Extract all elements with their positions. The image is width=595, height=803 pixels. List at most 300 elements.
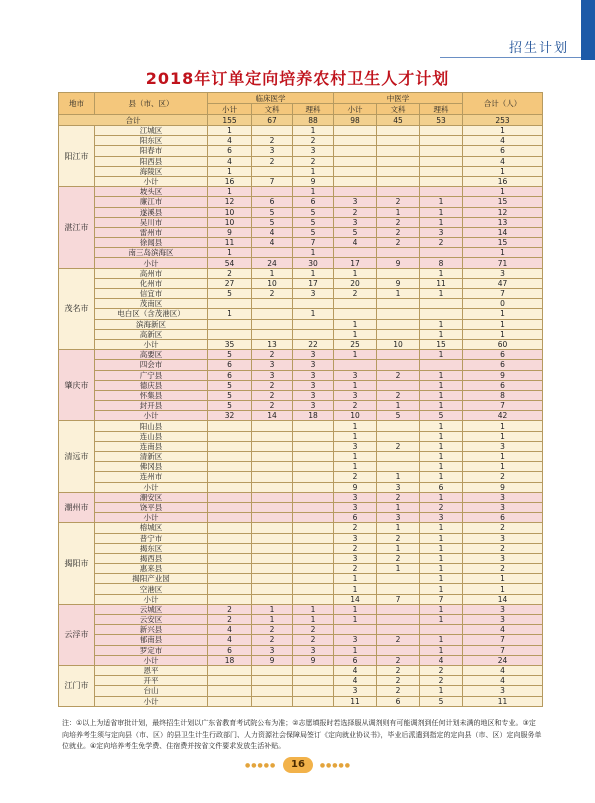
county-cell: 揭阳产业园 <box>95 574 208 584</box>
table-row <box>59 625 543 635</box>
table-cell <box>252 533 293 543</box>
table-cell <box>377 350 420 360</box>
table-cell <box>252 665 293 675</box>
table-cell <box>293 502 334 512</box>
table-row <box>59 462 543 472</box>
table-cell: 4 <box>334 238 377 248</box>
table-row <box>59 299 543 309</box>
county-cell: 连山县 <box>95 431 208 441</box>
table-cell: 3 <box>334 553 377 563</box>
table-cell: 1 <box>420 268 463 278</box>
table-row <box>59 278 543 288</box>
table-cell: 2 <box>377 533 420 543</box>
grand-total-label: 合计 <box>59 115 208 126</box>
table-cell: 5 <box>252 217 293 227</box>
table-row <box>59 207 543 217</box>
table-cell <box>252 462 293 472</box>
header-clinical: 临床医学 <box>208 93 334 104</box>
table-row <box>59 156 543 166</box>
table-cell <box>293 543 334 553</box>
table-cell: 2 <box>334 289 377 299</box>
table-cell: 2 <box>377 390 420 400</box>
table-cell: 1 <box>334 421 377 431</box>
table-cell <box>208 329 252 339</box>
table-cell: 2 <box>208 604 252 614</box>
county-cell: 吴川市 <box>95 217 208 227</box>
table-cell: 2 <box>420 238 463 248</box>
table-cell: 1 <box>252 615 293 625</box>
table-cell <box>377 146 420 156</box>
city-cell: 潮州市 <box>59 492 95 523</box>
table-cell: 3 <box>334 492 377 502</box>
table-cell <box>420 156 463 166</box>
subtotal-row <box>59 411 543 421</box>
table-cell: 1 <box>208 309 252 319</box>
table-cell: 2 <box>463 564 543 574</box>
subtotal-row <box>59 339 543 349</box>
grand-total-row <box>59 115 543 126</box>
table-cell: 71 <box>463 258 543 268</box>
table-cell: 1 <box>420 289 463 299</box>
table-cell: 1 <box>208 166 252 176</box>
table-cell: 3 <box>293 380 334 390</box>
table-cell: 1 <box>420 645 463 655</box>
table-row <box>59 431 543 441</box>
table-cell: 2 <box>377 197 420 207</box>
table-cell: 6 <box>334 513 377 523</box>
table-cell <box>377 645 420 655</box>
table-cell <box>377 176 420 186</box>
table-body <box>59 115 543 707</box>
table-cell: 1 <box>420 543 463 553</box>
subtotal-row <box>59 482 543 492</box>
table-cell: 4 <box>420 655 463 665</box>
table-cell: 1 <box>463 462 543 472</box>
table-cell: 2 <box>293 156 334 166</box>
table-cell <box>334 166 377 176</box>
table-cell <box>252 564 293 574</box>
subtotal-row <box>59 594 543 604</box>
table-cell: 2 <box>377 676 420 686</box>
table-cell <box>334 146 377 156</box>
table-cell: 54 <box>208 258 252 268</box>
table-cell: 6 <box>463 360 543 370</box>
table-cell: 1 <box>420 431 463 441</box>
table-row <box>59 329 543 339</box>
table-row <box>59 136 543 146</box>
table-row <box>59 289 543 299</box>
table-cell: 9 <box>377 278 420 288</box>
table-cell <box>293 299 334 309</box>
header-cm-arts: 文科 <box>377 104 420 115</box>
table-cell: 7 <box>377 594 420 604</box>
table-cell <box>252 431 293 441</box>
table-cell: 14 <box>463 227 543 237</box>
table-cell: 2 <box>377 238 420 248</box>
header-chinese-medicine: 中医学 <box>334 93 463 104</box>
table-row <box>59 604 543 614</box>
table-cell: 18 <box>293 411 334 421</box>
county-cell: 阳东区 <box>95 136 208 146</box>
subtotal-row <box>59 696 543 706</box>
county-cell: 小计 <box>95 513 208 523</box>
table-cell: 5 <box>208 401 252 411</box>
table-cell: 1 <box>252 604 293 614</box>
table-cell <box>377 299 420 309</box>
table-cell <box>293 452 334 462</box>
table-cell: 6 <box>334 655 377 665</box>
table-cell: 4 <box>463 625 543 635</box>
table-cell: 7 <box>463 401 543 411</box>
table-cell: 1 <box>293 604 334 614</box>
table-cell <box>293 553 334 563</box>
table-cell: 1 <box>334 645 377 655</box>
table-cell <box>420 248 463 258</box>
county-cell: 徐闻县 <box>95 238 208 248</box>
table-cell <box>293 686 334 696</box>
county-cell: 封开县 <box>95 401 208 411</box>
county-cell: 连州市 <box>95 472 208 482</box>
table-row <box>59 665 543 675</box>
county-cell: 滨海新区 <box>95 319 208 329</box>
table-row <box>59 217 543 227</box>
table-cell: 1 <box>334 350 377 360</box>
table-cell <box>208 696 252 706</box>
table-row <box>59 452 543 462</box>
table-cell <box>252 543 293 553</box>
table-cell <box>252 502 293 512</box>
table-cell: 4 <box>252 227 293 237</box>
table-cell: 3 <box>334 686 377 696</box>
table-cell: 2 <box>252 390 293 400</box>
table-cell <box>334 187 377 197</box>
table-cell: 2 <box>334 543 377 553</box>
table-cell: 1 <box>420 615 463 625</box>
table-cell: 1 <box>420 421 463 431</box>
table-row <box>59 472 543 482</box>
table-cell: 3 <box>463 492 543 502</box>
county-cell: 新兴县 <box>95 625 208 635</box>
table-cell <box>420 187 463 197</box>
county-cell: 开平 <box>95 676 208 686</box>
table-cell: 4 <box>334 665 377 675</box>
table-cell: 14 <box>334 594 377 604</box>
table-cell: 2 <box>463 523 543 533</box>
table-cell <box>377 615 420 625</box>
table-cell: 2 <box>377 635 420 645</box>
table-cell <box>208 543 252 553</box>
table-cell <box>252 187 293 197</box>
table-cell: 1 <box>377 401 420 411</box>
subtotal-row <box>59 258 543 268</box>
table-cell: 1 <box>293 166 334 176</box>
table-cell <box>377 574 420 584</box>
county-cell: 恩平 <box>95 665 208 675</box>
table-cell: 4 <box>463 156 543 166</box>
table-row <box>59 564 543 574</box>
table-cell: 18 <box>208 655 252 665</box>
table-cell: 1 <box>463 248 543 258</box>
county-cell: 广宁县 <box>95 370 208 380</box>
table-cell <box>377 268 420 278</box>
table-cell: 4 <box>334 676 377 686</box>
table-cell: 7 <box>252 176 293 186</box>
table-cell: 3 <box>420 513 463 523</box>
table-cell: 1 <box>252 268 293 278</box>
table-row <box>59 360 543 370</box>
county-cell: 阳山县 <box>95 421 208 431</box>
table-row <box>59 645 543 655</box>
table-cell: 1 <box>377 564 420 574</box>
table-cell: 3 <box>252 370 293 380</box>
table-cell: 1 <box>334 329 377 339</box>
table-row <box>59 574 543 584</box>
county-cell: 小计 <box>95 594 208 604</box>
county-cell: 台山 <box>95 686 208 696</box>
table-cell: 11 <box>334 696 377 706</box>
table-cell <box>420 176 463 186</box>
table-cell: 1 <box>420 197 463 207</box>
table-cell: 2 <box>420 665 463 675</box>
table-row <box>59 268 543 278</box>
table-row <box>59 543 543 553</box>
table-cell: 1 <box>420 574 463 584</box>
county-cell: 揭东区 <box>95 543 208 553</box>
table-cell: 3 <box>252 360 293 370</box>
table-cell: 3 <box>293 360 334 370</box>
table-cell: 9 <box>377 258 420 268</box>
county-cell: 阳春市 <box>95 146 208 156</box>
table-cell: 1 <box>334 615 377 625</box>
table-cell: 1 <box>420 329 463 339</box>
table-cell: 2 <box>377 227 420 237</box>
county-cell: 化州市 <box>95 278 208 288</box>
table-cell: 6 <box>252 197 293 207</box>
table-cell <box>293 513 334 523</box>
table-cell <box>377 625 420 635</box>
table-cell: 7 <box>463 289 543 299</box>
table-cell: 1 <box>377 502 420 512</box>
table-cell: 1 <box>463 421 543 431</box>
table-cell: 7 <box>293 238 334 248</box>
table-cell <box>208 299 252 309</box>
table-cell: 1 <box>420 564 463 574</box>
table-cell: 9 <box>208 227 252 237</box>
table-cell <box>293 329 334 339</box>
table-cell: 47 <box>463 278 543 288</box>
county-cell: 高州市 <box>95 268 208 278</box>
table-cell: 1 <box>420 441 463 451</box>
table-cell <box>208 574 252 584</box>
table-cell: 5 <box>293 217 334 227</box>
table-cell: 1 <box>463 126 543 136</box>
table-cell: 30 <box>293 258 334 268</box>
table-cell: 1 <box>208 187 252 197</box>
county-cell: 小计 <box>95 411 208 421</box>
table-cell: 1 <box>293 615 334 625</box>
table-cell: 1 <box>293 309 334 319</box>
table-cell: 1 <box>420 553 463 563</box>
county-cell: 佛冈县 <box>95 462 208 472</box>
table-cell: 6 <box>463 350 543 360</box>
table-cell: 3 <box>334 441 377 451</box>
table-cell <box>252 441 293 451</box>
county-cell: 小计 <box>95 655 208 665</box>
table-cell: 4 <box>463 665 543 675</box>
table-row <box>59 238 543 248</box>
table-cell: 4 <box>252 238 293 248</box>
table-cell: 15 <box>420 339 463 349</box>
table-row <box>59 421 543 431</box>
table-cell: 1 <box>420 533 463 543</box>
county-cell: 云城区 <box>95 604 208 614</box>
table-cell <box>252 166 293 176</box>
table-cell: 53 <box>420 115 463 126</box>
table-cell: 4 <box>208 635 252 645</box>
table-cell <box>208 564 252 574</box>
table-row <box>59 615 543 625</box>
table-cell <box>293 564 334 574</box>
county-cell: 怀集县 <box>95 390 208 400</box>
table-cell: 155 <box>208 115 252 126</box>
header-underline <box>440 57 581 58</box>
table-cell: 3 <box>377 513 420 523</box>
table-cell <box>334 360 377 370</box>
table-cell <box>334 309 377 319</box>
section-header: 招生计划 <box>508 41 569 56</box>
table-cell: 2 <box>252 156 293 166</box>
table-cell: 10 <box>334 411 377 421</box>
county-cell: 廉江市 <box>95 197 208 207</box>
table-cell: 5 <box>420 696 463 706</box>
table-cell: 3 <box>293 645 334 655</box>
table-cell: 11 <box>420 278 463 288</box>
table-cell: 3 <box>463 604 543 614</box>
county-cell: 高新区 <box>95 329 208 339</box>
table-cell: 1 <box>420 686 463 696</box>
table-cell: 4 <box>208 136 252 146</box>
table-cell: 35 <box>208 339 252 349</box>
county-cell: 小计 <box>95 482 208 492</box>
city-cell: 湛江市 <box>59 187 95 269</box>
table-cell: 3 <box>463 502 543 512</box>
table-cell: 10 <box>208 207 252 217</box>
table-cell: 2 <box>252 350 293 360</box>
table-cell: 11 <box>463 696 543 706</box>
table-cell: 3 <box>463 615 543 625</box>
table-cell: 12 <box>463 207 543 217</box>
table-cell: 10 <box>377 339 420 349</box>
table-row <box>59 227 543 237</box>
table-cell: 2 <box>293 625 334 635</box>
table-cell: 42 <box>463 411 543 421</box>
table-cell: 2 <box>252 635 293 645</box>
county-cell: 惠来县 <box>95 564 208 574</box>
table-cell: 3 <box>377 482 420 492</box>
table-cell: 1 <box>420 604 463 614</box>
table-cell: 2 <box>334 207 377 217</box>
table-cell <box>377 126 420 136</box>
table-cell: 4 <box>463 136 543 146</box>
table-cell: 5 <box>208 350 252 360</box>
table-cell: 1 <box>334 452 377 462</box>
table-cell: 1 <box>420 584 463 594</box>
table-cell <box>293 472 334 482</box>
subtotal-row <box>59 513 543 523</box>
table-cell <box>208 553 252 563</box>
table-row <box>59 248 543 258</box>
table-cell <box>377 452 420 462</box>
table-cell: 1 <box>334 268 377 278</box>
table-cell: 2 <box>334 523 377 533</box>
page-number-badge <box>245 757 351 773</box>
table-row <box>59 502 543 512</box>
header-cm-science: 理科 <box>420 104 463 115</box>
table-cell: 7 <box>463 635 543 645</box>
table-cell: 1 <box>334 574 377 584</box>
table-cell: 7 <box>420 594 463 604</box>
table-cell: 2 <box>334 401 377 411</box>
table-cell <box>208 421 252 431</box>
table-cell: 3 <box>293 390 334 400</box>
county-cell: 揭西县 <box>95 553 208 563</box>
county-cell: 坡头区 <box>95 187 208 197</box>
table-row <box>59 584 543 594</box>
table-cell <box>377 604 420 614</box>
table-cell <box>252 696 293 706</box>
table-cell <box>420 166 463 176</box>
table-cell: 2 <box>252 380 293 390</box>
table-cell: 2 <box>293 136 334 146</box>
table-cell: 2 <box>377 655 420 665</box>
county-cell: 清新区 <box>95 452 208 462</box>
table-cell: 2 <box>334 472 377 482</box>
table-cell: 1 <box>420 401 463 411</box>
table-cell: 8 <box>420 258 463 268</box>
table-cell: 6 <box>463 380 543 390</box>
table-cell: 15 <box>463 238 543 248</box>
table-cell: 6 <box>463 146 543 156</box>
table-cell: 24 <box>463 655 543 665</box>
table-cell: 67 <box>252 115 293 126</box>
county-cell: 郁南县 <box>95 635 208 645</box>
city-cell: 江门市 <box>59 665 95 706</box>
table-cell: 5 <box>377 411 420 421</box>
table-row <box>59 635 543 645</box>
table-cell: 2 <box>377 492 420 502</box>
table-cell <box>208 594 252 604</box>
table-cell <box>334 625 377 635</box>
table-cell: 2 <box>252 136 293 146</box>
table-cell <box>420 146 463 156</box>
table-cell <box>252 523 293 533</box>
table-row <box>59 197 543 207</box>
table-cell: 6 <box>208 146 252 156</box>
table-cell: 2 <box>293 635 334 645</box>
table-cell: 3 <box>334 533 377 543</box>
table-cell: 1 <box>420 390 463 400</box>
table-cell: 3 <box>252 645 293 655</box>
table-row <box>59 319 543 329</box>
county-cell: 普宁市 <box>95 533 208 543</box>
county-cell: 小计 <box>95 696 208 706</box>
table-cell <box>377 462 420 472</box>
table-cell: 16 <box>208 176 252 186</box>
table-cell: 2 <box>377 686 420 696</box>
table-cell <box>293 441 334 451</box>
table-cell: 1 <box>420 217 463 227</box>
table-cell: 3 <box>293 289 334 299</box>
